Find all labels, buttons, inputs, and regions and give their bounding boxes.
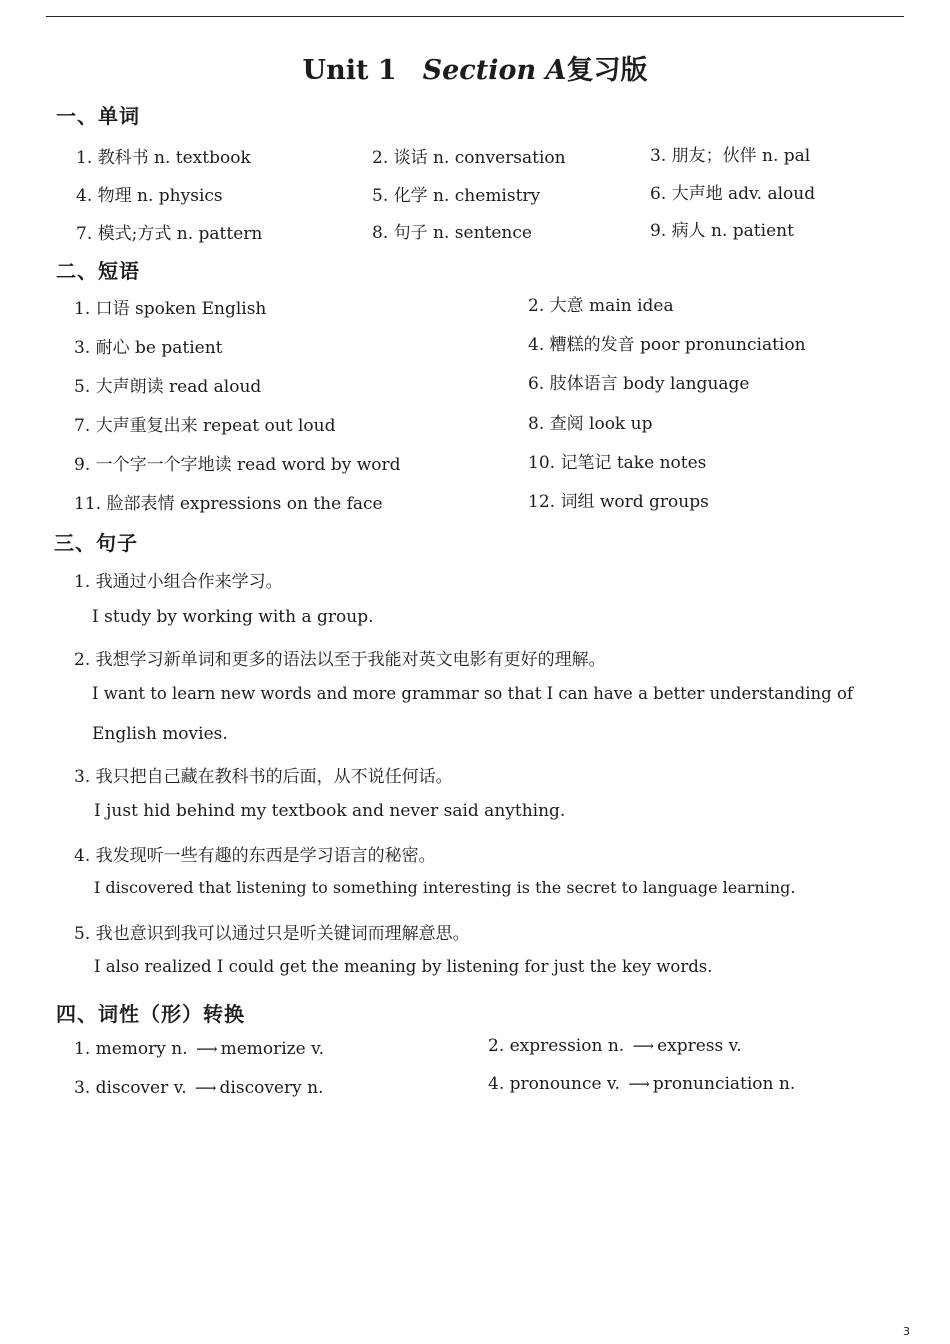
conversion-to: discovery n. bbox=[219, 1078, 324, 1098]
conversion-item bbox=[488, 1036, 742, 1056]
section-heading-sentences: 三、句子 bbox=[54, 531, 138, 555]
phrase-item: 7. 大声重复出来 repeat out loud bbox=[74, 416, 336, 436]
phrase-item: 5. 大声朗读 read aloud bbox=[74, 377, 262, 397]
right-arrow-icon: ⟶ bbox=[632, 1037, 655, 1055]
conversion-from: 2. expression n. bbox=[488, 1036, 625, 1056]
sentence-en: I discovered that listening to something interesting is the secret to language learning. bbox=[94, 878, 796, 897]
sentence-en: I want to learn new words and more grammar so that I can have a better understanding of bbox=[92, 684, 853, 703]
sentence-cn: 4. 我发现听一些有趣的东西是学习语言的秘密。 bbox=[74, 846, 436, 866]
conversion-to: pronunciation n. bbox=[652, 1074, 796, 1094]
word-item: 9. 病人 n. patient bbox=[650, 221, 794, 241]
page-number: 3 bbox=[903, 1325, 910, 1338]
conversion-item bbox=[74, 1039, 324, 1059]
word-item: 6. 大声地 adv. aloud bbox=[650, 184, 816, 204]
sentence-en: I also realized I could get the meaning by listening for just the key words. bbox=[94, 957, 713, 976]
word-item: 2. 谈话 n. conversation bbox=[372, 148, 566, 168]
section-heading-words: 一、单词 bbox=[56, 104, 140, 128]
sentence-cn: 5. 我也意识到我可以通过只是听关键词而理解意思。 bbox=[74, 924, 470, 944]
phrase-item: 2. 大意 main idea bbox=[528, 296, 674, 316]
word-item: 3. 朋友；伙伴 n. pal bbox=[650, 146, 811, 166]
conversion-item bbox=[74, 1078, 323, 1098]
conversion-from: 3. discover v. bbox=[74, 1078, 187, 1098]
phrase-item: 9. 一个字一个字地读 read word by word bbox=[74, 455, 401, 475]
conversion-from: 4. pronounce v. bbox=[488, 1074, 620, 1094]
top-rule bbox=[46, 16, 904, 17]
phrase-item: 1. 口语 spoken English bbox=[74, 299, 267, 319]
phrase-item: 10. 记笔记 take notes bbox=[528, 453, 707, 473]
sentence-en: I just hid behind my textbook and never said anything. bbox=[94, 801, 566, 821]
word-item: 7. 模式;方式 n. pattern bbox=[76, 224, 263, 244]
sentence-en-continued: English movies. bbox=[92, 724, 228, 744]
sentence-cn: 2. 我想学习新单词和更多的语法以至于我能对英文电影有更好的理解。 bbox=[74, 650, 606, 670]
section-heading-phrases: 二、短语 bbox=[56, 259, 140, 283]
word-item: 5. 化学 n. chemistry bbox=[372, 186, 541, 206]
right-arrow-icon: ⟶ bbox=[196, 1040, 218, 1058]
word-item: 8. 句子 n. sentence bbox=[372, 223, 532, 243]
phrase-item: 12. 词组 word groups bbox=[528, 492, 709, 512]
conversion-item bbox=[488, 1074, 795, 1094]
sentence-cn: 1. 我通过小组合作来学习。 bbox=[74, 572, 283, 592]
title-unit: Unit 1 bbox=[302, 55, 397, 86]
word-item: 1. 教科书 n. textbook bbox=[76, 148, 251, 168]
right-arrow-icon: ⟶ bbox=[195, 1079, 217, 1097]
phrase-item: 3. 耐心 be patient bbox=[74, 338, 223, 358]
page-title bbox=[0, 48, 950, 87]
sentence-en: I study by working with a group. bbox=[92, 607, 374, 627]
phrase-item: 4. 糟糕的发音 poor pronunciation bbox=[528, 335, 806, 355]
section-heading-conversion: 四、词性（形）转换 bbox=[56, 1002, 245, 1026]
title-section: Section A bbox=[422, 55, 567, 86]
conversion-to: express v. bbox=[657, 1036, 742, 1056]
conversion-from: 1. memory n. bbox=[74, 1039, 188, 1059]
word-item: 4. 物理 n. physics bbox=[76, 186, 223, 206]
phrase-item: 6. 肢体语言 body language bbox=[528, 374, 750, 394]
title-cn: 复习版 bbox=[566, 55, 648, 86]
conversion-to: memorize v. bbox=[220, 1039, 325, 1059]
right-arrow-icon: ⟶ bbox=[628, 1075, 650, 1093]
phrase-item: 8. 查阅 look up bbox=[528, 414, 653, 434]
sentence-cn: 3. 我只把自己藏在教科书的后面，从不说任何话。 bbox=[74, 767, 453, 787]
phrase-item: 11. 脸部表情 expressions on the face bbox=[74, 494, 383, 514]
